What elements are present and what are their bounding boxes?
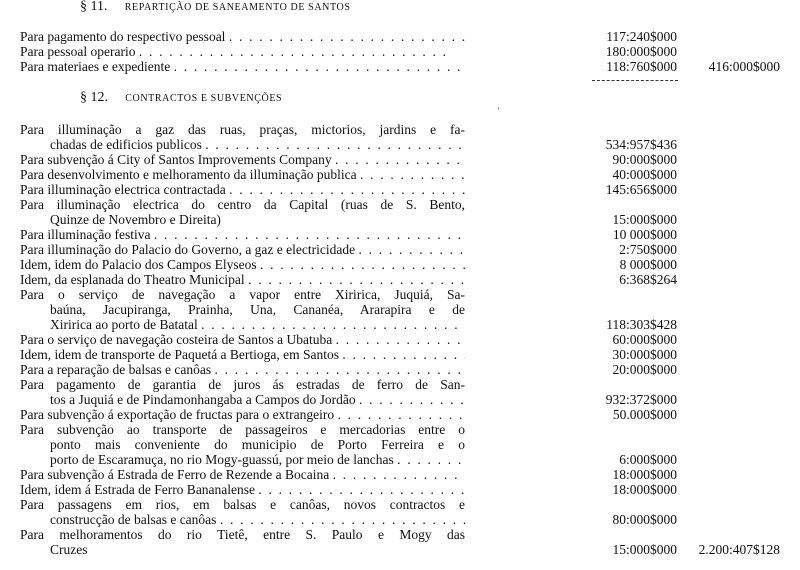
entry-line [20, 527, 790, 542]
entry-text: Para illuminação a gaz das ruas, praças, mictorios, jardins e fa- [20, 122, 465, 137]
entry-description [20, 512, 465, 527]
section-title: REPARTIÇÃO DE SANEAMENTO DE SANTOS [124, 2, 351, 13]
entry-description [20, 302, 465, 317]
entry-text: baúna, Jacupiranga, Prainha, Una, Cananéa, Ararapira e de [50, 302, 465, 317]
entry-description [20, 362, 465, 377]
entry-amount: 18:000$000 [612, 467, 677, 482]
entry-description [20, 59, 465, 74]
section-12-entries [20, 122, 790, 557]
entry-description [20, 122, 465, 137]
entry-line [20, 44, 790, 59]
section-total [677, 29, 780, 44]
dot-leader [245, 272, 465, 287]
dot-leader [226, 182, 465, 197]
entry-amount: 50.000$000 [612, 407, 677, 422]
entry-text: Para o serviço de navegação costeira de Santos a Ubatuba [20, 332, 333, 347]
entry-text: Para passagens em rios, em balsas e canôas, novos contractos e [20, 497, 465, 512]
section-total [677, 377, 780, 392]
dot-leader [211, 362, 465, 377]
entry-line [20, 497, 790, 512]
entry-line [20, 317, 790, 332]
section-total [677, 317, 780, 332]
entry-text: Para pagamento do respectivo pessoal [20, 29, 226, 44]
entry-text: Para illuminação electrica do centro da Capital (ruas de S. Bento, [20, 197, 465, 212]
entry-text: Quinze de Novembro e Direita) [50, 212, 221, 227]
entry-description [20, 152, 465, 167]
section-total [677, 527, 780, 542]
section-total [677, 212, 780, 227]
entry-line [20, 362, 790, 377]
dot-leader [357, 167, 465, 182]
entry-amount: 60:000$000 [612, 332, 677, 347]
section-total [677, 482, 780, 497]
entry-description [20, 242, 465, 257]
section-total [677, 257, 780, 272]
entry-amount: 6:368$264 [619, 272, 677, 287]
entry-line [20, 332, 790, 347]
entry-amount: 117:240$000 [606, 29, 677, 44]
entry-amount: 145:656$000 [605, 182, 677, 197]
entry-amount [465, 437, 677, 452]
entry-line [20, 257, 790, 272]
entry-line [20, 182, 790, 197]
entry-text: Idem, da esplanada do Theatro Municipal [20, 272, 245, 287]
section-total [677, 44, 780, 59]
section-number: § 11. [80, 0, 108, 14]
dot-leader [257, 257, 465, 272]
entry-amount: 932:372$000 [605, 392, 677, 407]
entry-text: Cruzes [50, 542, 88, 557]
entry-text: chadas de edificios publicos [50, 137, 202, 152]
entry-description [20, 347, 465, 362]
entry-text: Para desenvolvimento e melhoramento da illuminação publica [20, 167, 357, 182]
entry-line [20, 197, 790, 212]
entry-amount: 10 000$000 [612, 227, 677, 242]
dot-leader [135, 44, 465, 59]
entry-line [20, 302, 790, 317]
entry-description [20, 407, 465, 422]
section-total [677, 347, 780, 362]
dot-leader [150, 227, 465, 242]
entry-line [20, 347, 790, 362]
entry-description [20, 182, 465, 197]
section-total [677, 242, 780, 257]
entry-text: Para illuminação festiva [20, 227, 151, 242]
entry-text: Para pessoal operario [20, 44, 136, 59]
entry-line [20, 377, 790, 392]
entry-text: Para illuminação electrica contractada [20, 182, 226, 197]
dot-leader [339, 347, 465, 362]
entry-description [20, 212, 465, 227]
section-12-heading [80, 89, 282, 106]
entry-description [20, 482, 465, 497]
entry-description [20, 44, 465, 59]
dot-leader [225, 29, 465, 44]
entry-description [20, 542, 465, 557]
section-title: CONTRACTOS E SUBVENÇÕES [125, 93, 283, 104]
entry-description [20, 422, 465, 437]
dot-leader [356, 392, 465, 407]
section-total [677, 467, 780, 482]
entry-amount: 90:000$000 [612, 152, 677, 167]
entry-description [20, 167, 465, 182]
entry-amount [465, 197, 677, 212]
section-total [677, 437, 780, 452]
entry-amount [465, 527, 677, 542]
entry-text: porto de Escaramuça, no rio Mogy-guassú, por meio de lanchas [50, 452, 394, 467]
entry-amount: 40:000$000 [612, 167, 677, 182]
entry-description [20, 272, 465, 287]
entry-amount: 30:000$000 [612, 347, 677, 362]
entry-line [20, 227, 790, 242]
dot-leader [332, 152, 465, 167]
entry-description [20, 467, 465, 482]
entry-amount [465, 122, 677, 137]
entry-line [20, 167, 790, 182]
entry-amount: 18:000$000 [612, 482, 677, 497]
section-total [677, 407, 780, 422]
entry-line [20, 137, 790, 152]
entry-amount: 15:000$000 [612, 542, 677, 557]
section-total [677, 272, 780, 287]
section-total [677, 227, 780, 242]
entry-amount: 118:303$428 [606, 317, 677, 332]
entry-text: Para subvenção á exportação de fructas para o extrangeiro [20, 407, 335, 422]
entry-text: Para melhoramentos do rio Tietê, entre S. Paulo e Mogy das [20, 527, 465, 542]
section-total [677, 122, 780, 137]
print-speck: ʼ [497, 106, 500, 115]
entry-amount [465, 377, 677, 392]
entry-description [20, 392, 465, 407]
entry-line [20, 392, 790, 407]
dot-leader [329, 467, 465, 482]
entry-text: Para illuminação do Palacio do Governo, a gaz e electricidade [20, 242, 356, 257]
dot-leader [198, 317, 465, 332]
section-total [677, 287, 780, 302]
subtotal-rule [592, 80, 678, 81]
section-total [677, 452, 780, 467]
dot-leader [334, 407, 465, 422]
section-total [677, 137, 780, 152]
entry-line [20, 152, 790, 167]
entry-text: tos a Juquiá e de Pindamonhangaba a Campos do Jordão [50, 392, 356, 407]
entry-line [20, 272, 790, 287]
entry-description [20, 287, 465, 302]
section-11-entries [20, 29, 790, 74]
section-total [677, 302, 780, 317]
entry-text: Para subvenção á City of Santos Improvements Company [20, 152, 332, 167]
entry-line [20, 29, 790, 44]
entry-text: Para subvenção á Estrada de Ferro de Rezende a Bocaina [20, 467, 330, 482]
entry-amount: 534:957$436 [605, 137, 677, 152]
entry-text: Para materiaes e expediente [20, 59, 171, 74]
entry-amount [465, 302, 677, 317]
entry-description [20, 227, 465, 242]
entry-text: Xiririca ao porto de Batatal [50, 317, 198, 332]
section-number: § 12. [80, 90, 108, 105]
section-total [677, 152, 780, 167]
dot-leader [255, 482, 465, 497]
entry-line [20, 122, 790, 137]
entry-line [20, 452, 790, 467]
entry-description [20, 452, 465, 467]
entry-amount [465, 287, 677, 302]
entry-text: Idem, idem á Estrada de Ferro Bananalense [20, 482, 256, 497]
entry-amount: 2:750$000 [619, 242, 677, 257]
entry-line [20, 512, 790, 527]
dot-leader [332, 332, 465, 347]
entry-amount: 20:000$000 [612, 362, 677, 377]
section-total [677, 422, 780, 437]
entry-line [20, 59, 790, 74]
entry-description [20, 377, 465, 392]
section-total [677, 362, 780, 377]
entry-line [20, 437, 790, 452]
entry-description [20, 317, 465, 332]
dot-leader [170, 59, 465, 74]
entry-description [20, 437, 465, 452]
entry-description [20, 197, 465, 212]
dot-leader [355, 242, 465, 257]
entry-description [20, 137, 465, 152]
entry-amount: 15:000$000 [612, 212, 677, 227]
entry-text: construcção de balsas e canôas [50, 512, 217, 527]
entry-text: Idem, idem de transporte de Paquetá a Bertioga, em Santos [20, 347, 340, 362]
entry-description [20, 527, 465, 542]
entry-text: Idem, idem do Palacio dos Campos Elyseos [20, 257, 257, 272]
entry-text: Para o serviço de navegação a vapor entre Xiririca, Juquiá, Sa- [20, 287, 465, 302]
entry-line [20, 242, 790, 257]
entry-amount: 180:000$000 [605, 44, 677, 59]
entry-amount: 8 000$000 [619, 257, 677, 272]
section-total [677, 497, 780, 512]
entry-text: ponto mais conveniente do municipio de Porto Ferreira e o [50, 437, 465, 452]
entry-line [20, 422, 790, 437]
section-total: 416:000$000 [708, 59, 780, 74]
entry-amount: 118:760$000 [606, 59, 677, 74]
entry-description [20, 332, 465, 347]
dot-leader [202, 137, 465, 152]
entry-description [20, 29, 465, 44]
entry-amount [465, 497, 677, 512]
section-total [677, 392, 780, 407]
entry-line [20, 482, 790, 497]
entry-amount: 80:000$000 [612, 512, 677, 527]
section-total [677, 332, 780, 347]
entry-line [20, 407, 790, 422]
entry-text: Para pagamento de garantia de juros ás estradas de ferro de San- [20, 377, 465, 392]
entry-line [20, 467, 790, 482]
entry-description [20, 257, 465, 272]
section-total: 2.200:407$128 [698, 542, 780, 557]
section-total [677, 182, 780, 197]
entry-amount: 6:000$000 [619, 452, 677, 467]
section-total [677, 167, 780, 182]
entry-text: Para subvenção ao transporte de passageiros e mercadorias entre o [20, 422, 465, 437]
entry-line [20, 287, 790, 302]
dot-leader [394, 452, 465, 467]
dot-leader [216, 512, 465, 527]
entry-line [20, 212, 790, 227]
section-11-heading [80, 0, 350, 15]
entry-text: Para a reparação de balsas e canôas [20, 362, 212, 377]
section-total [677, 197, 780, 212]
entry-amount [465, 422, 677, 437]
entry-line [20, 542, 790, 557]
section-total [677, 512, 780, 527]
entry-description [20, 497, 465, 512]
